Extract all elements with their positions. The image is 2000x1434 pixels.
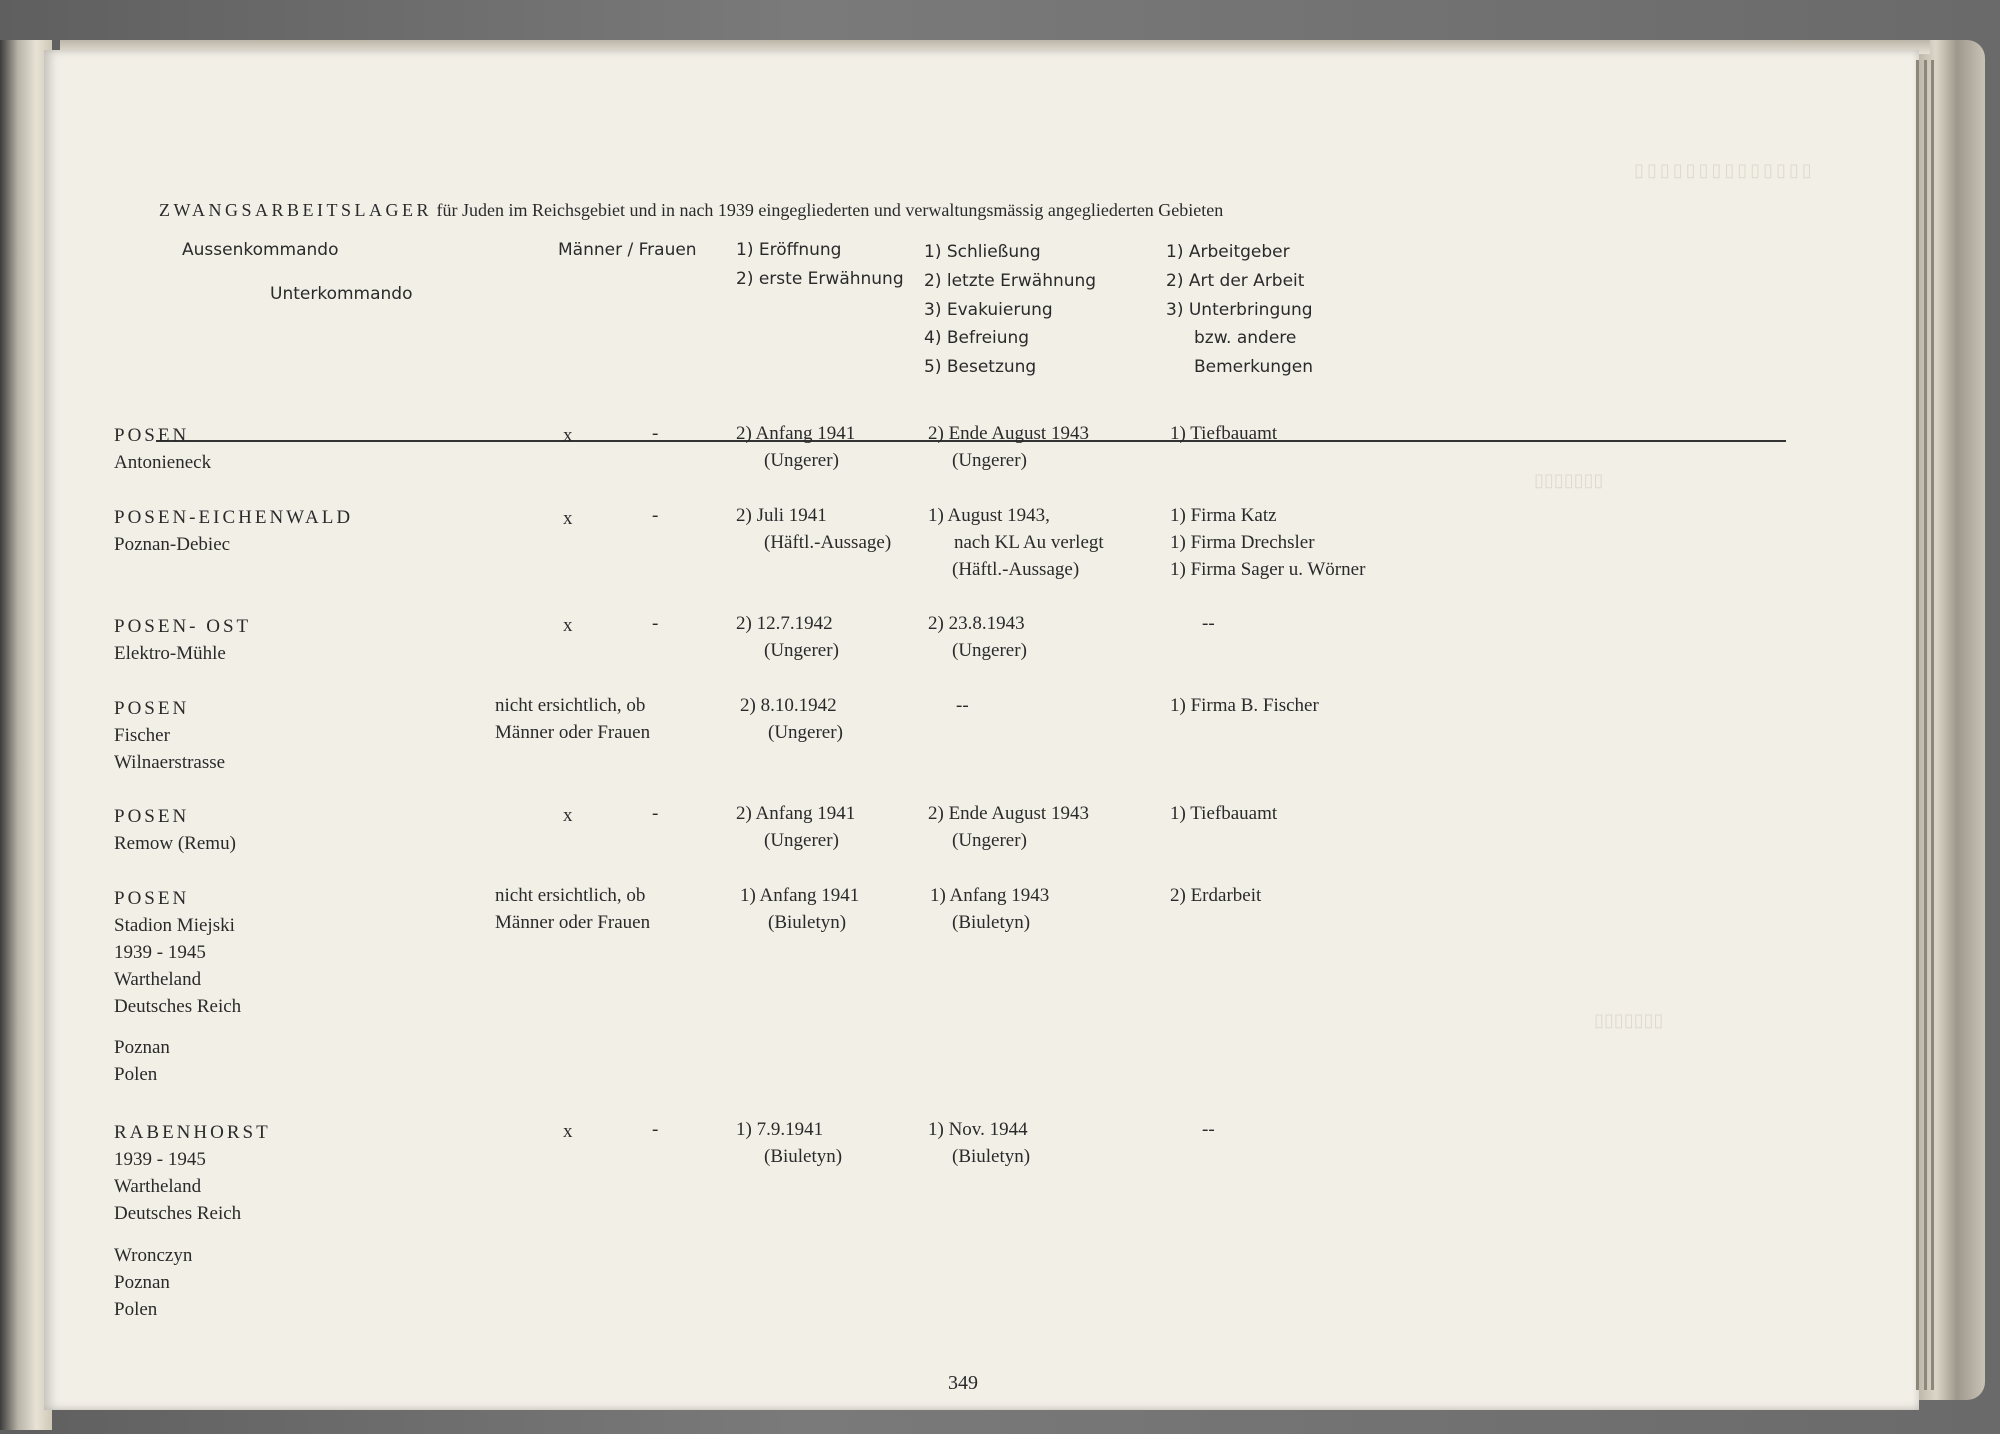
row-name-line: POSEN [114,888,190,909]
row-name-line: Polen [114,1299,158,1320]
row-name-line: Poznan-Debiec [114,534,231,555]
row-open-source: (Ungerer) [764,640,839,661]
row-name-line: Fischer [114,725,170,746]
row-open: 2) 8.10.1942 [740,695,837,716]
row-name-line: POSEN-EICHENWALD [114,507,354,528]
row-close: 2) 23.8.1943 [928,613,1025,634]
row-open-source: (Ungerer) [764,830,839,851]
row-frauen: - [652,803,659,824]
row-maenner: x [563,805,573,826]
row-maenner: x [563,508,573,529]
header-col5-line3: 3) Unterbringung [1166,300,1313,320]
row-remark: 1) Firma Katz [1170,505,1277,526]
row-open: 1) 7.9.1941 [736,1119,824,1140]
header-col5-line4: bzw. andere [1194,328,1297,348]
row-name-line: Wartheland [114,1176,202,1197]
header-col5-line1: 1) Arbeitgeber [1166,242,1290,262]
header-col5-line5: Bemerkungen [1194,357,1314,377]
row-open-source: (Häftl.-Aussage) [764,532,892,553]
row-name-line: Wronczyn [114,1245,193,1266]
row-remark: 1) Firma Sager u. Wörner [1170,559,1366,580]
row-remark: 2) Erdarbeit [1170,885,1262,906]
header-col4-line4: 4) Befreiung [924,328,1030,348]
row-close: 1) August 1943, [928,505,1050,526]
row-frauen: - [652,613,659,634]
row-open-source: (Biuletyn) [764,1146,843,1167]
row-maenner-frauen: Männer oder Frauen [495,912,651,933]
row-close: 1) Anfang 1943 [930,885,1050,906]
page-edge [1931,60,1934,1390]
row-close: -- [956,695,969,716]
row-remark: 1) Tiefbauamt [1170,803,1278,824]
row-open: 2) Anfang 1941 [736,803,856,824]
row-name-line: Deutsches Reich [114,996,242,1017]
header-maenner-frauen: Männer / Frauen [558,240,697,260]
book-page: ▯▯▯▯▯▯▯▯▯▯▯▯▯▯ ▯▯▯▯▯▯▯ ▯▯▯▯▯▯▯ ZWANGSARBEITSLAGER für Juden im Reichsgebiet und in nach 1939 eingegliederten und verwaltungsmässig angegliederten Gebieten Aussenkommando Unterkommando Männer / Frauen 1) Eröffnung 2) erste Erwähnung 1) Schließung 2) letzte Erwähnung 3) Evakuierung 4) Befreiung 5) Besetzung 1) Arbeitgeber 2) Art der Arbeit 3) Unterbringung bzw. andere Bemerkungen POSEN Antonieneck x - 2) Anfang 1941 (Ungerer) 2) Ende August 1943 (Ungerer) 1) Tiefbauamt POSEN-EICHENWALD Poznan-Debiec x - 2) Juli 1941 (Häftl.-Aussage) 1) August 1943, nach KL Au verlegt (Häftl.-Aussage) 1) Firma Katz 1) Firma Drechsler 1) Firma Sager u. Wörner POSEN- OST Elektro-Mühle x - 2) 12.7.1942 (Ungerer) 2) 23.8.1943 (Ungerer) -- POSEN Fischer Wilnaerstrasse nicht ersichtlich, ob Männer oder Frauen 2) 8.10.1942 (Ungerer) -- 1) Firma B. Fischer POSEN Remow (Remu) x - 2) Anfang 1941 (Ungerer) 2) Ende August 1943 (Ungerer) 1) Tiefbauamt POSEN Stadion Miejski 1939 - 1945 Wartheland Deutsches Reich Poznan Polen nicht ersichtlich, ob Männer oder Frauen 1) Anfang 1941 (Biuletyn) 1) Anfang 1943 (Biuletyn) 2) Erdarbeit RABENHORST 1939 - 1945 Wartheland Deutsches Reich Wronczyn Poznan Polen x - 1) 7.9.1941 (Biuletyn) 1) Nov. 1944 (Biuletyn) -- 349 [44,50,1919,1410]
row-close-line2: nach KL Au verlegt [954,532,1104,553]
row-remark: -- [1202,613,1215,634]
row-name-line: POSEN [114,425,190,446]
row-name-line: Elektro-Mühle [114,643,226,664]
page-number: 349 [948,1372,978,1394]
page-edge [1924,60,1927,1390]
row-name-line: Poznan [114,1272,170,1293]
row-close-source: (Ungerer) [952,450,1027,471]
row-open-source: (Ungerer) [764,450,839,471]
row-maenner-frauen: nicht ersichtlich, ob [495,695,646,716]
row-name-line: Stadion Miejski [114,915,235,936]
row-open: 2) Anfang 1941 [736,423,856,444]
row-name-line: Polen [114,1064,158,1085]
row-name-line: 1939 - 1945 [114,942,206,963]
row-maenner-frauen: nicht ersichtlich, ob [495,885,646,906]
row-close-source: (Ungerer) [952,640,1027,661]
header-col4-line2: 2) letzte Erwähnung [924,271,1097,291]
page-title-rest: für Juden im Reichsgebiet und in nach 1939 eingegliederten und verwaltungsmässig angegliederten Gebieten [436,200,1224,220]
row-name-line: RABENHORST [114,1122,271,1143]
row-maenner: x [563,615,573,636]
row-open: 2) Juli 1941 [736,505,827,526]
row-open-source: (Biuletyn) [768,912,847,933]
header-col4-line1: 1) Schließung [924,242,1041,262]
row-open: 2) 12.7.1942 [736,613,833,634]
header-col4-line5: 5) Besetzung [924,357,1037,377]
row-name-line: Antonieneck [114,452,212,473]
row-close-source: (Ungerer) [952,830,1027,851]
row-close: 1) Nov. 1944 [928,1119,1028,1140]
row-name-line: 1939 - 1945 [114,1149,206,1170]
row-name-line: Remow (Remu) [114,833,236,854]
row-name-line: Deutsches Reich [114,1203,242,1224]
header-unterkommando: Unterkommando [270,284,413,304]
row-close-source: (Häftl.-Aussage) [952,559,1080,580]
row-maenner: x [563,1121,573,1142]
row-frauen: - [652,505,659,526]
row-name-line: POSEN- OST [114,616,252,637]
row-close: 2) Ende August 1943 [928,423,1089,444]
header-col3-line1: 1) Eröffnung [736,240,842,260]
row-open-source: (Ungerer) [768,722,843,743]
row-close-source: (Biuletyn) [952,1146,1031,1167]
header-col3-line2: 2) erste Erwähnung [736,269,904,289]
row-maenner: x [563,425,573,446]
page-title [159,200,1223,221]
row-name-line: POSEN [114,806,190,827]
row-name-line: Wilnaerstrasse [114,752,226,773]
row-name-line: POSEN [114,698,190,719]
row-remark: 1) Tiefbauamt [1170,423,1278,444]
row-name-line: Wartheland [114,969,202,990]
row-name-line: Poznan [114,1037,170,1058]
header-col5-line2: 2) Art der Arbeit [1166,271,1305,291]
row-close: 2) Ende August 1943 [928,803,1089,824]
row-remark: -- [1202,1119,1215,1140]
row-frauen: - [652,1119,659,1140]
row-frauen: - [652,423,659,444]
row-open: 1) Anfang 1941 [740,885,860,906]
row-close-source: (Biuletyn) [952,912,1031,933]
header-col4-line3: 3) Evakuierung [924,300,1053,320]
page-title-main: ZWANGSARBEITSLAGER [159,200,432,220]
page-edge [1916,60,1919,1390]
row-remark: 1) Firma Drechsler [1170,532,1315,553]
header-aussenkommando: Aussenkommando [182,240,339,260]
row-remark: 1) Firma B. Fischer [1170,695,1319,716]
row-maenner-frauen: Männer oder Frauen [495,722,651,743]
